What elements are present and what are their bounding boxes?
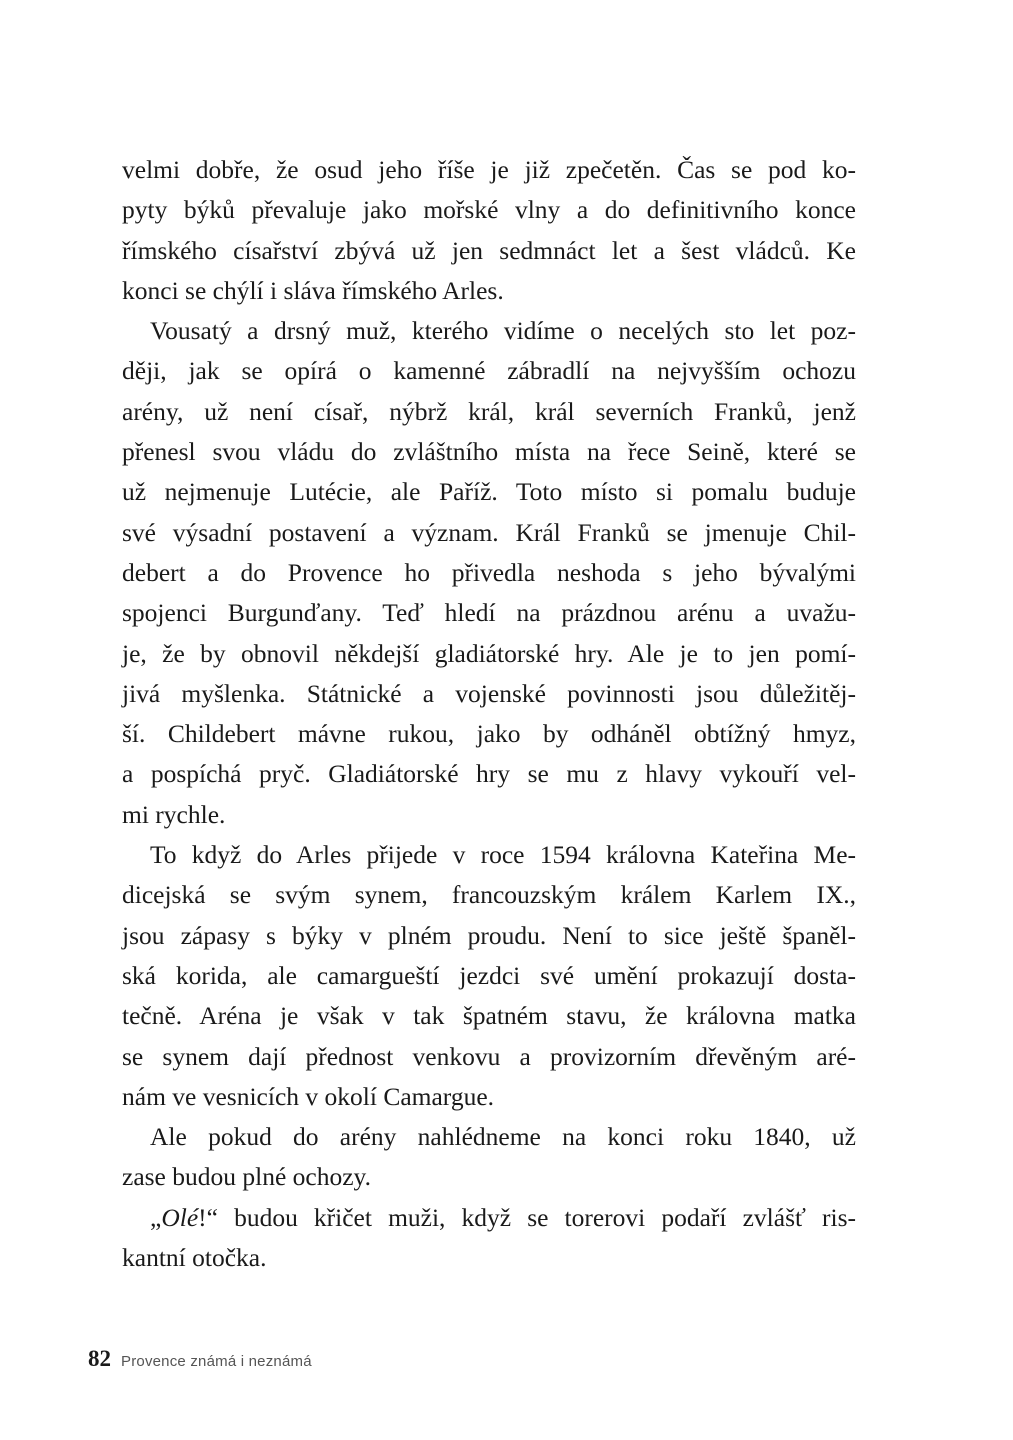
paragraph	[122, 1198, 856, 1279]
text-line: ší. Childebert mávne rukou, jako by odháněl obtížný hmyz,	[122, 719, 856, 749]
text-line: své výsadní postavení a význam. Král Franků se jmenuje Chil-	[122, 517, 856, 547]
text-line: ději, jak se opírá o kamenné zábradlí na nejvyšším ochozu	[122, 356, 856, 386]
text-line: ská korida, ale camarguеští jezdci své umění prokazují dosta-	[122, 960, 856, 990]
text-line: debert a do Provence ho přivedla neshoda s jeho bývalými	[122, 557, 856, 587]
text-line	[122, 1198, 856, 1238]
text-line: Vousatý a drsný muž, kterého vidíme o necelých sto let poz-	[150, 316, 856, 346]
text-line: spojenci Burgunďany. Teď hledí na prázdnou arénu a uvažu-	[122, 598, 856, 628]
text-line: římského císařství zbývá už jen sedmnáct let a šest vládců. Ke	[122, 235, 856, 265]
text-line: To když do Arles přijede v roce 1594 královna Kateřina Me-	[150, 840, 856, 870]
paragraph	[122, 150, 856, 311]
text-line: přenesl svou vládu do zvláštního místa na řece Seině, které se	[122, 437, 856, 467]
text-line: velmi dobře, že osud jeho říše je již zpečetěn. Čas se pod ko-	[122, 155, 856, 184]
text-line: tečně. Aréna je však v tak špatném stavu, že královna matka	[122, 1001, 856, 1031]
text-line: se synem dají přednost venkovu a provizorním dřevěným aré-	[122, 1041, 856, 1071]
page-number: 82	[88, 1346, 111, 1371]
text-line: nám ve vesnicích v okolí Camargue.	[122, 1081, 495, 1111]
text-line: a pospíchá pryč. Gladiátorské hry se mu z hlavy vykouří vel-	[122, 759, 856, 789]
text-line: Ale pokud do arény nahlédneme na konci roku 1840, už	[150, 1122, 856, 1152]
text-line: jivá myšlenka. Státnické a vojenské povinnosti jsou důležitěj-	[122, 678, 856, 708]
text-fragment: !“ budou křičet muži, když se torerovi podaří zvlášť ris-	[198, 1202, 856, 1232]
text-line: je, že by obnovil někdejší gladiátorské hry. Ale je to jen pomí-	[122, 638, 856, 668]
text-line: jsou zápasy s býky v plném proudu. Není to sice ještě španěl-	[122, 920, 856, 950]
text-line: zase budou plné ochozy.	[122, 1162, 372, 1192]
paragraph	[122, 1117, 856, 1198]
page-footer	[88, 1346, 312, 1372]
text-line: arény, už není císař, nýbrž král, král severních Franků, jenž	[122, 396, 856, 426]
text-line: už nejmenuje Lutécie, ale Paříž. Toto místo si pomalu buduje	[122, 477, 856, 507]
text-line: kantní otočka.	[122, 1243, 267, 1273]
text-line: pyty býků převaluje jako mořské vlny a do definitivního konce	[122, 195, 856, 225]
running-title: Provence známá i neznámá	[121, 1353, 312, 1370]
text-line: dicejská se svým synem, francouzským králem Karlem IX.,	[122, 880, 856, 910]
opening-quote: „	[150, 1202, 162, 1232]
paragraph	[122, 835, 856, 1117]
italic-word: Olé	[161, 1202, 199, 1232]
paragraph	[122, 311, 856, 835]
page-body-text	[122, 150, 856, 1278]
text-line: konci se chýlí i sláva římského Arles.	[122, 275, 504, 305]
text-line: mi rychle.	[122, 799, 226, 829]
